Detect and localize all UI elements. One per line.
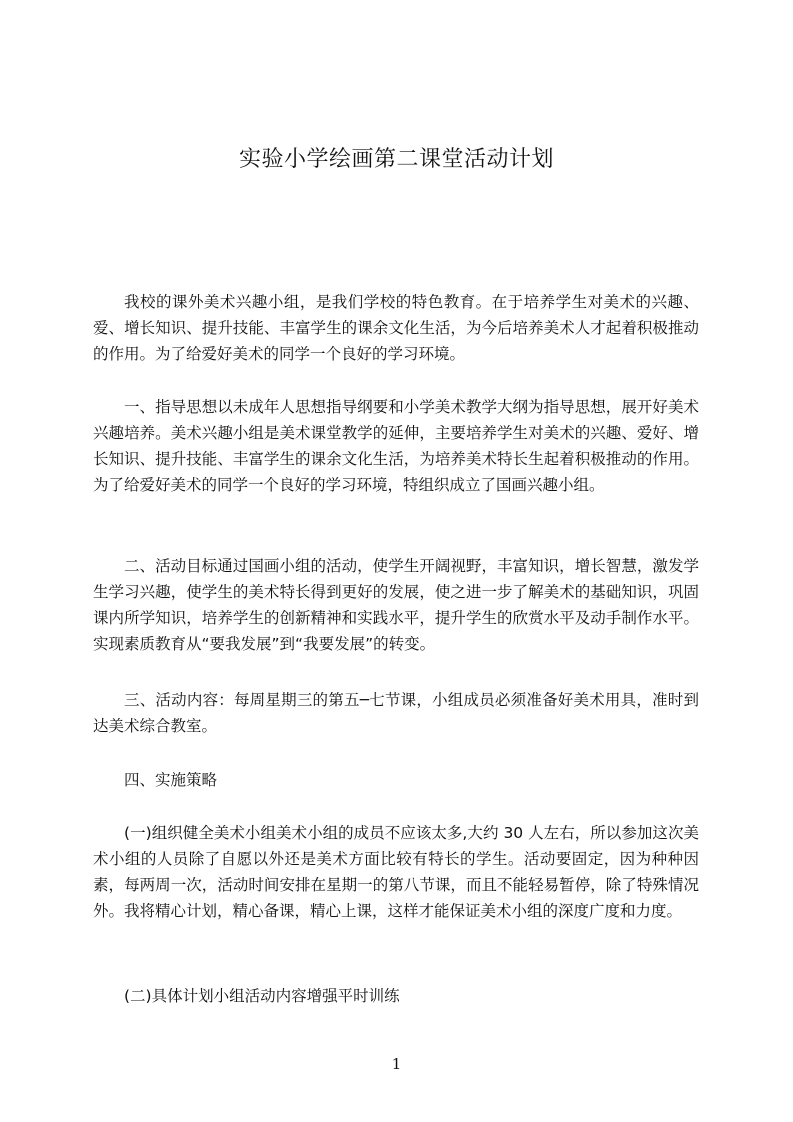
intro-paragraph: 我校的课外美术兴趣小组，是我们学校的特色教育。在于培养学生对美术的兴趣、爱、增长知识、提升技能、丰富学生的课余文化生活，为今后培养美术人才起着积极推动的作用。为了给爱好美术的同学一个良好的学习环境。 <box>93 293 699 363</box>
activity-goals-paragraph: 二、活动目标通过国画小组的活动，使学生开阔视野，丰富知识，增长智慧，激发学生学习兴趣，使学生的美术特长得到更好的发展，使之进一步了解美术的基础知识，巩固课内所学知识，培养学生的创新精神和实践水平，提升学生的欣赏水平及动手制作水平。实现素质教育从“要我发展”到“我要发展”的转变。 <box>93 557 699 653</box>
document-title: 实验小学绘画第二课堂活动计划 <box>238 147 554 172</box>
activity-content-paragraph: 三、活动内容：每周星期三的第五─七节课，小组成员必须准备好美术用具，准时到达美术综合教室。 <box>93 691 699 735</box>
page-number: 1 <box>391 1055 402 1073</box>
guiding-ideology-paragraph: 一、指导思想以未成年人思想指导纲要和小学美术教学大纲为指导思想，展开好美术兴趣培养。美术兴趣小组是美术课堂教学的延伸，主要培养学生对美术的兴趣、爱好、增长知识、提升技能、丰富学生的课余文化生活，为培养美术特长生起着积极推动的作用。为了给爱好美术的同学一个良好的学习环境，特组织成立了国画兴趣小组。 <box>93 398 699 494</box>
strategy-one-paragraph: (一)组织健全美术小组美术小组的成员不应该太多,大约 30 人左右，所以参加这次美术小组的人员除了自愿以外还是美术方面比较有特长的学生。活动要固定，因为种种因素，每两周一次，活动时间安排在星期一的第八节课，而且不能轻易暂停，除了特殊情况外。我将精心计划，精心备课，精心上课，这样才能保证美术小组的深度广度和力度。 <box>93 824 699 920</box>
strategy-two-paragraph: (二)具体计划小组活动内容增强平时训练 <box>124 987 400 1005</box>
implementation-strategy-heading: 四、实施策略 <box>124 771 218 789</box>
